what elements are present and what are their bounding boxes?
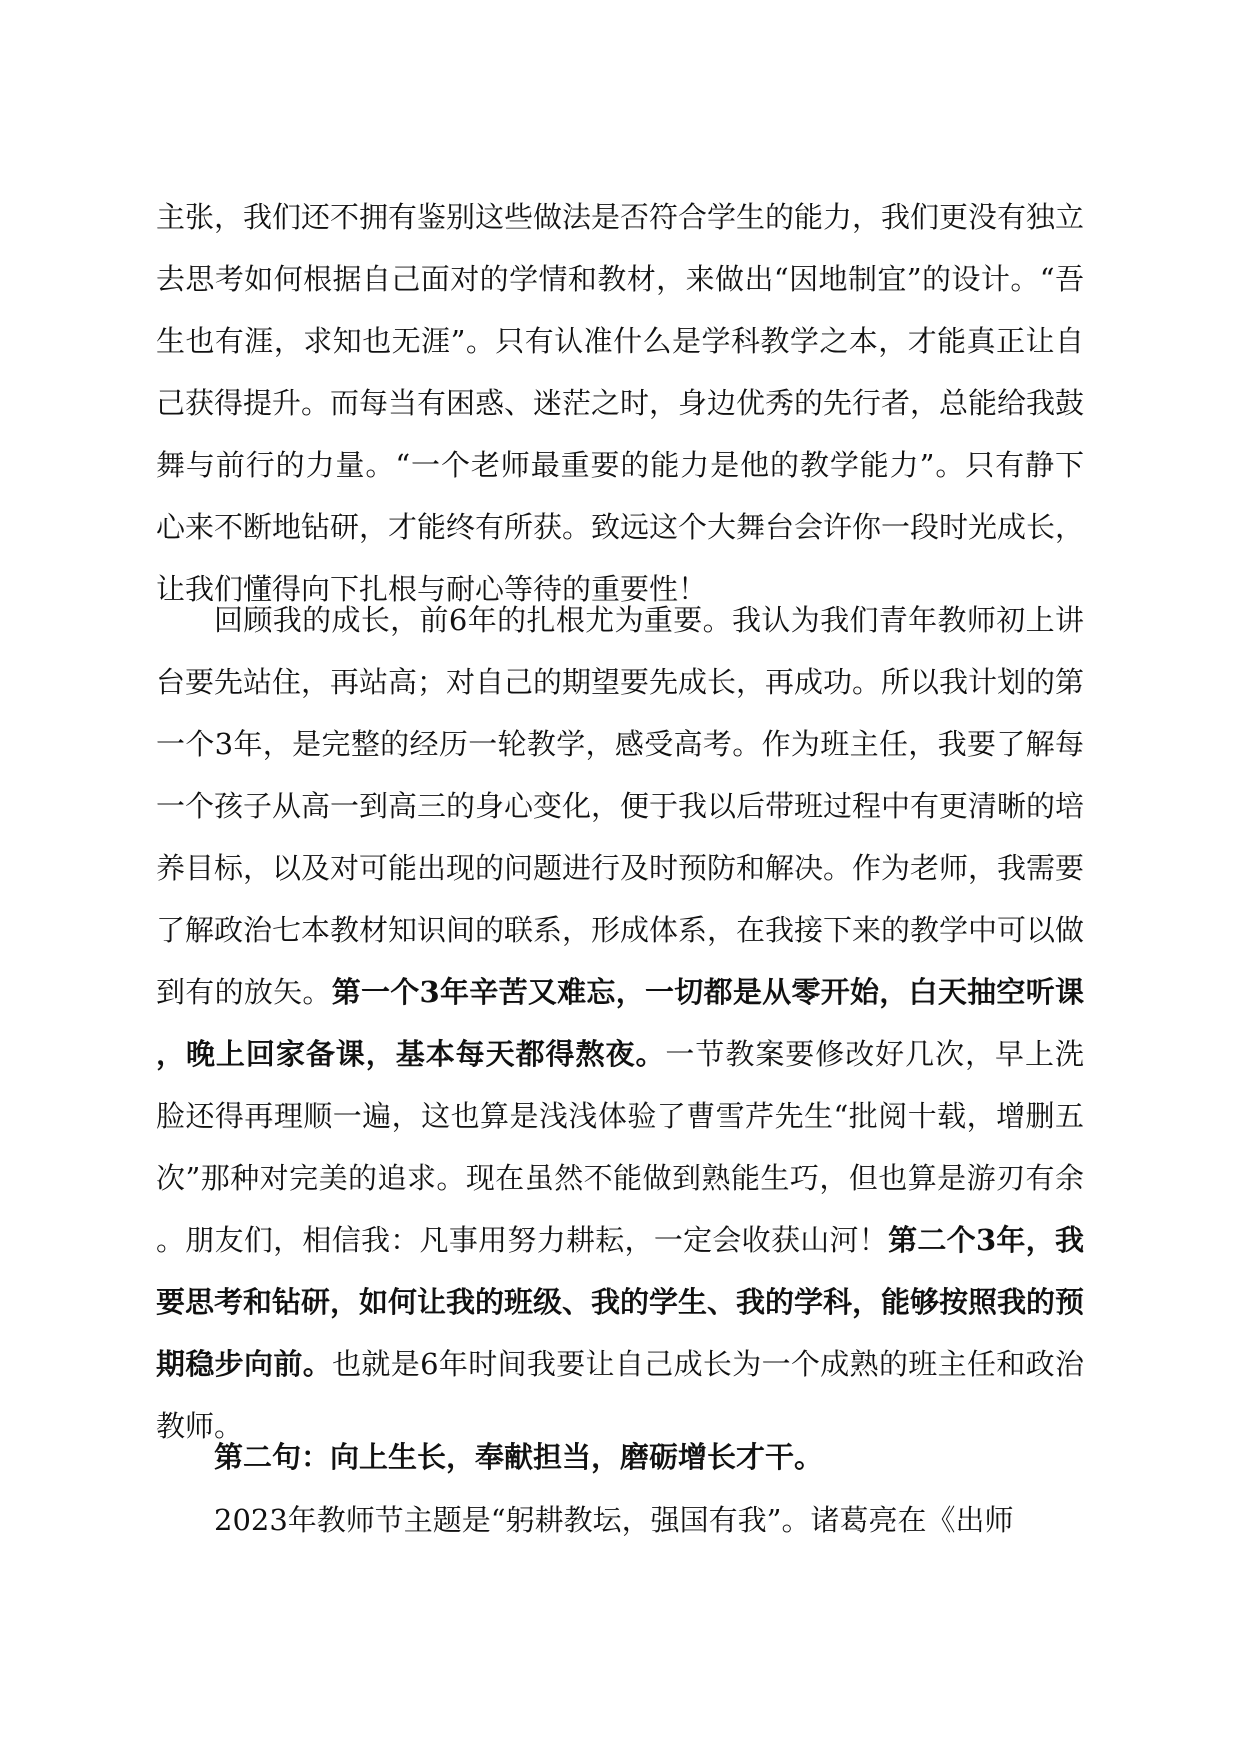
paragraph-2-text-part-1: 回顾我的成长，前6年的扎根尤为重要。我认为我们青年教师初上讲台要先站住，再站高；对自己的期望要先成长，再成功。所以我计划的第一个3年，是完整的经历一轮教学，感受高考。作为班主任，我要了解每一个孩子从高一到高三的身心变化，便于我以后带班过程中有更清晰的培养目标，以及对可能出现的问题进行及时预防和解决。作为老师，我需要了解政治七本教材知识间的联系，形成体系，在我接下来的教学中可以做到有的放矢。	[156, 603, 1085, 1009]
section-heading-2: 第二句：向上生长，奉献担当，磨砺增长才干。	[214, 1440, 824, 1474]
body-paragraph-3: 2023年教师节主题是“躬耕教坛，强国有我”。诸葛亮在《出师	[214, 1503, 1014, 1537]
body-paragraph-1: 主张，我们还不拥有鉴别这些做法是否符合学生的能力，我们更没有独立去思考如何根据自己面对的学情和教材，来做出“因地制宜”的设计。“吾生也有涯，求知也无涯”。只有认准什么是学科教学之本，才能真正让自己获得提升。而每当有困惑、迷茫之时，身边优秀的先行者，总能给我鼓舞与前行的力量。“一个老师最重要的能力是他的教学能力”。只有静下心来不断地钻研，才能终有所获。致远这个大舞台会许你一段时光成长，让我们懂得向下扎根与耐心等待的重要性！	[156, 200, 1085, 606]
paragraph-2-bold-sentence-1: 第一个3年辛苦又难忘，一切都是从零开始，白天抽空听课，晚上回家备课，基本每天都得熬夜。	[156, 975, 1084, 1071]
body-paragraph-2	[156, 589, 1084, 1457]
paragraph-2-text-part-2: 一节教案要修改好几次，早上洗脸还得再理顺一遍，这也算是浅浅体验了曹雪芹先生“批阅十载，增删五次”那种对完美的追求。现在虽然不能做到熟能生巧，但也算是游刃有余。朋友们，相信我：凡事用努力耕耘，一定会收获山河！	[156, 1037, 1084, 1257]
paragraph-2-bold-sentence-2: 第二个3年，我要思考和钻研，如何让我的班级、我的学生、我的学科，能够按照我的预期稳步向前。	[156, 1223, 1085, 1381]
paragraph-2-text-part-3: 也就是6年时间我要让自己成长为一个成熟的班主任和政治教师。	[156, 1347, 1084, 1443]
